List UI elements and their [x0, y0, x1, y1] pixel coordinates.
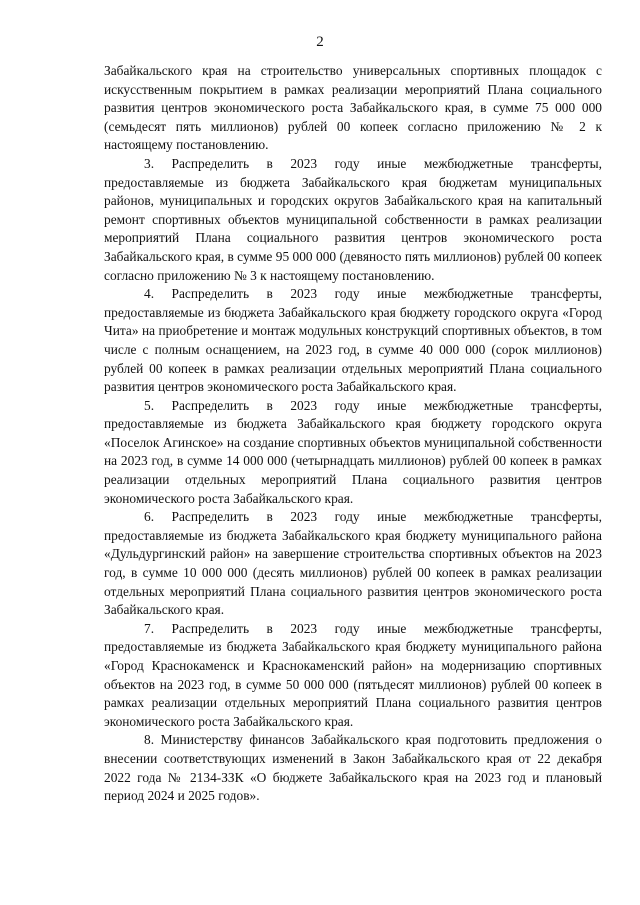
- document-body: [104, 62, 602, 806]
- paragraph-item-6: 6. Распределить в 2023 году иные межбюджетные трансферты, предоставляемые из бюджета Забайкальского края бюджету муниципального района «Дульдургинский район» на завершение строительства спортивных объектов на 2023 год, в сумме 10 000 000 (десять миллионов) рублей 00 копеек в рамках реализации отдельных мероприятий Плана социального развития центров экономического роста Забайкальского края.: [104, 509, 602, 618]
- paragraph-continuation: Забайкальского края на строительство универсальных спортивных площадок с искусственным покрытием в рамках реализации мероприятий Плана социального развития центров экономического роста Забайкальского края, в сумме 75 000 000 (семьдесят пять миллионов) рублей 00 копеек согласно приложению № 2 к настоящему постановлению.: [104, 63, 602, 153]
- page-number: 2: [316, 34, 324, 50]
- paragraph-item-7: 7. Распределить в 2023 году иные межбюджетные трансферты, предоставляемые из бюджета Забайкальского края бюджету муниципального района «Город Краснокаменск и Краснокаменский район» на модернизацию спортивных объектов на 2023 год, в сумме 50 000 000 (пятьдесят миллионов) рублей 00 копеек в рамках реализации отдельных мероприятий Плана социального развития центров экономического роста Забайкальского края.: [104, 620, 602, 729]
- paragraph-item-3: 3. Распределить в 2023 году иные межбюджетные трансферты, предоставляемые из бюджета Забайкальского края бюджетам муниципальных районов, муниципальных и городских округов Забайкальского края на капитальный ремонт спортивных объектов муниципальной собственности в рамках реализации мероприятий Плана социального развития центров экономического роста Забайкальского края, в сумме 95 000 000 (девяносто пять миллионов) рублей 00 копеек согласно приложению № 3 к настоящему постановлению.: [104, 155, 602, 283]
- paragraph-item-8: 8. Министерству финансов Забайкальского края подготовить предложения о внесении соответствующих изменений в Закон Забайкальского края от 22 декабря 2022 года № 2134-ЗЗК «О бюджете Забайкальского края на 2023 год и плановый период 2024 и 2025 годов».: [104, 732, 602, 804]
- paragraph-item-4: 4. Распределить в 2023 году иные межбюджетные трансферты, предоставляемые из бюджета Забайкальского края бюджету городского округа «Город Чита» на приобретение и монтаж модульных конструкций спортивных объектов, в том числе с полным оснащением, на 2023 год, в сумме 40 000 000 (сорок миллионов) рублей 00 копеек в рамках реализации отдельных мероприятий Плана социального развития центров экономического роста Забайкальского края.: [104, 286, 602, 395]
- paragraph-item-5: 5. Распределить в 2023 году иные межбюджетные трансферты, предоставляемые из бюджета Забайкальского края бюджету городского округа «Поселок Агинское» на создание спортивных объектов муниципальной собственности на 2023 год, в сумме 14 000 000 (четырнадцать миллионов) рублей 00 копеек в рамках реализации отдельных мероприятий Плана социального развития центров экономического роста Забайкальского края.: [104, 397, 602, 506]
